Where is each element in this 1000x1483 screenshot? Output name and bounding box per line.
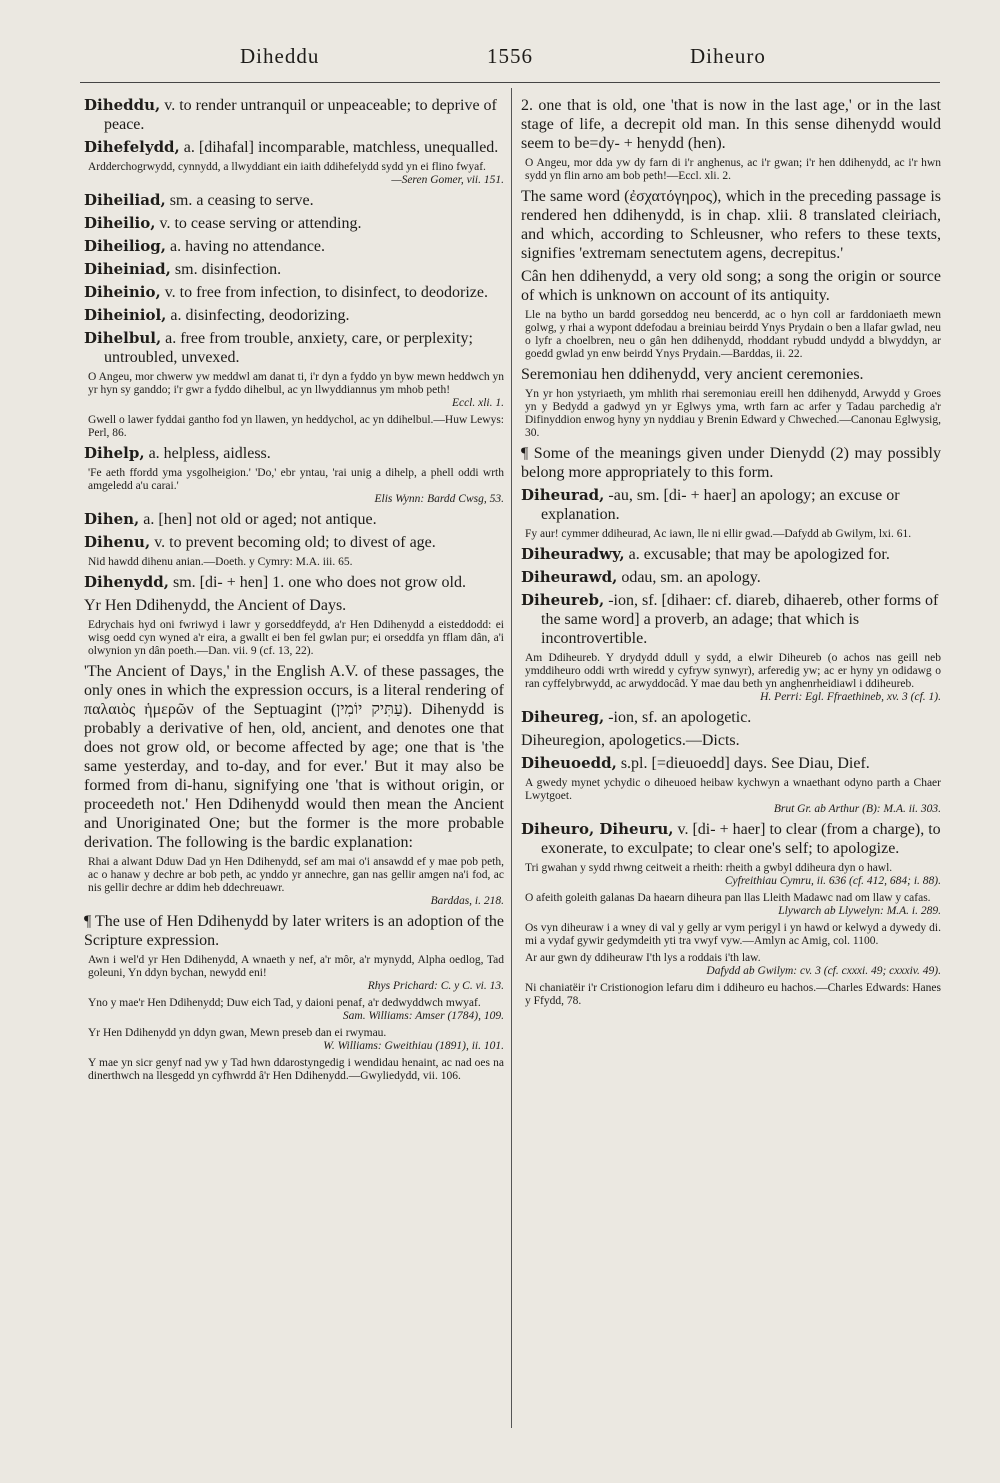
header-right-guide-word: Diheuro — [690, 44, 766, 68]
quote-text: Lle na bytho un bardd gorseddog neu bencerdd, ac o hyn coll ar farddoniaeth mewn golwg, y rhai a wypont ddefodau a breiniau beirdd Ynys Prydain o ben a llafar gwlad, neu o lyfr a choelbren, neu o gân hen ddihenydd, rhoddant rybudd undydd a blwyddyn, ar goedd gwlad yn enw beirdd Ynys Prydain.—Barddas, ii. 22. — [525, 309, 941, 360]
dictionary-entry — [84, 329, 504, 367]
quote-text: Gwell o lawer fyddai gantho fod yn llawen, yn heddychol, ac yn ddihelbul.—Huw Lewys: Perl, 86. — [88, 414, 504, 439]
quote-text: Fy aur! cymmer ddiheurad, Ac iawn, lle ni ellir gwad.—Dafydd ab Gwilym, lxi. 61. — [525, 528, 912, 540]
quote-text: O Angeu, mor chwerw yw meddwl am danat ti, i'r dyn a fyddo yn byw mewn heddwch yn yr hyn sy ganddo; i'r gwr a fyddo dihelbul, ac yn llwyddiannus ym mhob peth! — [88, 371, 504, 396]
quote-text: O Angeu, mor dda yw dy farn di i'r anghenus, ac i'r gwan; i'r hen ddihenydd, ac i'r hwn sydd yn flin arno am bob peth!—Eccl. xli. 2. — [525, 157, 941, 182]
dictionary-entry — [84, 306, 504, 325]
explanatory-paragraph: Seremoniau hen ddihenydd, very ancient ceremonies. — [521, 366, 864, 383]
quote-source: W. Williams: Gweithiau (1891), ii. 101. — [323, 1040, 504, 1052]
citation-quote — [521, 952, 941, 978]
citation-quote — [521, 777, 941, 816]
citation-quote — [521, 309, 941, 361]
citation-quote — [84, 161, 504, 187]
dictionary-entry — [521, 545, 941, 564]
definition: v. to prevent becoming old; to divest of age. — [150, 534, 436, 551]
definition: -au, sm. [di- + haer] an apology; an excuse or explanation. — [541, 487, 900, 523]
headword: Diheuradwy, — [521, 545, 625, 563]
quote-text: Awn i wel'd yr Hen Ddihenydd, A wnaeth y nef, a'r môr, a'r mynydd, Alpha oedlog, Tad goleuni, Yn ddyn bychan, newydd eni! — [88, 954, 504, 979]
definition: a. [hen] not old or aged; not antique. — [139, 511, 377, 528]
dictionary-entry — [84, 191, 504, 210]
header-left-guide-word: Diheddu — [240, 44, 320, 68]
citation-quote — [521, 892, 941, 918]
definition: a. excusable; that may be apologized for. — [624, 546, 890, 563]
citation-quote — [521, 652, 941, 704]
dictionary-entry — [84, 573, 504, 592]
headword: Diheureb, — [521, 591, 605, 609]
citation-quote — [521, 922, 941, 948]
citation-quote — [521, 528, 941, 541]
definition: sm. [di- + hen] 1. one who does not grow old. — [168, 574, 466, 591]
dictionary-entry — [84, 533, 504, 552]
headword: Diheddu, — [84, 96, 161, 114]
headword: Dihelbul, — [84, 329, 162, 347]
quote-source: Barddas, i. 218. — [430, 895, 504, 907]
explanatory-paragraph: ¶ Some of the meanings given under Dienydd (2) may possibly belong more appropriately to this form. — [521, 445, 941, 481]
definition: -ion, sf. [dihaer: cf. diareb, dihaereb, other forms of the same word] a proverb, an adage; that which is incontrovertible. — [541, 592, 939, 647]
headword: Dihen, — [84, 510, 140, 528]
citation-quote — [84, 619, 504, 658]
quote-text: Edrychais hyd oni fwriwyd i lawr y gorseddfeydd, a'r Hen Ddihenydd a eisteddodd: ei wisg oedd cyn wyned a'r eira, a gwallt ei ben fel gwlan pur; ei orseddfa yn fflam dân, a'i olwynion yn dân poeth.—Dan. vii. 9 (cf. 13, 22). — [88, 619, 504, 657]
dictionary-entry — [84, 260, 504, 279]
quote-source: Eccl. xli. 1. — [451, 397, 504, 409]
explanatory-paragraph: Yr Hen Ddihenydd, the Ancient of Days. — [84, 597, 347, 614]
quote-source: Rhys Prichard: C. y C. vi. 13. — [367, 980, 504, 992]
citation-quote — [84, 1057, 504, 1083]
quote-source: Cyfreithiau Cymru, ii. 636 (cf. 412, 684; i. 88). — [724, 875, 941, 887]
definition: s.pl. [=dieuoedd] days. See Diau, Dief. — [616, 755, 870, 772]
citation-quote — [84, 371, 504, 410]
header-rule — [80, 82, 940, 83]
quote-text: Ardderchogrwydd, cynnydd, a llwyddiant ein iaith ddihefelydd sydd yn ei flino fwyaf. — [88, 161, 486, 173]
headword: Diheureg, — [521, 708, 605, 726]
quote-text: Yn yr hon ystyriaeth, ym mhlith rhai seremoniau ereill hen ddihenydd, Arwydd y Groes yn y Bedydd a gadwyd yn yr Eglwys yma, wrth farn ac arfer y Tadau parchedig a'r Difinyddion enwog hyny yn nyddiau y Brenin Edward y Chweched.—Canonau Eglwysig, 30. — [525, 388, 941, 439]
definition: a. [dihafal] incomparable, matchless, unequalled. — [179, 139, 499, 156]
definition: a. free from trouble, anxiety, care, or perplexity; untroubled, unvexed. — [104, 330, 473, 366]
citation-quote — [521, 982, 941, 1008]
quote-source: Llywarch ab Llywelyn: M.A. i. 289. — [778, 905, 941, 917]
quote-text: Rhai a alwant Dduw Dad yn Hen Ddihenydd, sef am mai o'i ansawdd ef y mae pob peth, ac o hanaw y dechre ar bob peth, ac ynddo yr annechre, gan nas gellir amgen na'i fod, ac nis gellir dechre ar ddim heb ddechreuawr. — [88, 856, 504, 894]
definition: a. having no attendance. — [165, 238, 326, 255]
definition: v. [di- + haer] to clear (from a charge), to exonerate, to exculpate; to clear one's self; to apologize. — [541, 821, 941, 857]
quote-text: O afeith goleith galanas Da haearn diheura pan llas Lleith Madawc nad om llaw y cafas. — [525, 892, 931, 904]
dictionary-entry — [84, 283, 504, 302]
citation-quote — [521, 157, 941, 183]
dictionary-entry — [84, 96, 504, 134]
explanatory-paragraph: 'The Ancient of Days,' in the English A.V. of these passages, the only ones in which the expression occurs, is a literal rendering of παλαιὸς ἡμερῶν of the Septuagint (עַתִּיק יוֹמִין). Dihenydd is probably a derivative of hen, old, ancient, and denotes one that does not grow old, or become affected by age; one that is 'the same yesterday, and to-day, and for ever.' But it may also be formed from di-hanu, signifying one 'that is without origin, or proceedeth not.' Hen Ddihenydd would then mean the Ancient and Unoriginated One; but the former is the more probable derivation. The following is the bardic explanation: — [84, 663, 504, 851]
citation-quote — [84, 954, 504, 993]
headword: Diheiniol, — [84, 306, 167, 324]
explanatory-paragraph: Diheuregion, apologetics.—Dicts. — [521, 732, 740, 749]
explanatory-paragraph: The same word (ἐσχατόγηρος), which in the preceding passage is rendered hen ddihenydd, is in chap. xlii. 8 translated cleiriach, and which, according to Schleusner, who refers to these texts, signifies 'extremam senectutem agens, decrepitus.' — [521, 188, 941, 262]
quote-text: 'Fe aeth ffordd yma ysgolheigion.' 'Do,' ebr yntau, 'rai unig a dihelp, a phell oddi wrth amgeledd a'u carai.' — [88, 467, 504, 492]
definition: a. disinfecting, deodorizing. — [166, 307, 350, 324]
headword: Diheuro, Diheuru, — [521, 820, 674, 838]
headword: Diheurawd, — [521, 568, 618, 586]
definition: a. helpless, aidless. — [144, 445, 271, 462]
quote-source: Brut Gr. ab Arthur (B): M.A. ii. 303. — [773, 803, 941, 815]
definition: v. to cease serving or attending. — [155, 215, 362, 232]
quote-source: H. Perri: Egl. Ffraethineb, xv. 3 (cf. 1). — [760, 691, 941, 703]
definition: odau, sm. an apology. — [617, 569, 761, 586]
quote-text: Tri gwahan y sydd rhwng ceitweit a rheith: rheith a gwbyl ddiheura dyn o hawl. — [525, 862, 893, 874]
quote-source: Elis Wynn: Bardd Cwsg, 53. — [374, 493, 504, 505]
dictionary-entry — [521, 820, 941, 858]
definition: sm. disinfection. — [170, 261, 282, 278]
dictionary-entry — [84, 214, 504, 233]
citation-quote — [521, 862, 941, 888]
running-header — [80, 44, 940, 78]
dictionary-entry — [521, 591, 941, 648]
citation-quote — [84, 556, 504, 569]
definition: -ion, sf. an apologetic. — [604, 709, 752, 726]
quote-text: Ar aur gwn dy ddiheuraw I'th lys a roddais i'th law. — [525, 952, 761, 964]
quote-text: Yno y mae'r Hen Ddihenydd; Duw eich Tad, y daioni penaf, a'r dedwyddwch mwyaf. — [88, 997, 481, 1009]
citation-quote — [521, 388, 941, 440]
dictionary-entry — [521, 568, 941, 587]
dictionary-entry — [521, 708, 941, 727]
quote-text: Am Ddiheureb. Y drydydd ddull y sydd, a elwir Diheureb (o achos nas geill neb ymddiheuro oddi wrth wiredd y cyfryw synwyr), arferedig yw; ac er hyny yn odidawg o ran cyffelybrwydd, ac arwyddocâd. Y mae dau beth yn anghenrheidiawl i ddiheureb. — [525, 652, 941, 690]
explanatory-paragraph: Cân hen ddihenydd, a very old song; a song the origin or source of which is unknown on account of its antiquity. — [521, 268, 941, 304]
citation-quote — [84, 414, 504, 440]
explanatory-paragraph: 2. one that is old, one 'that is now in the last age,' or in the last stage of life, a decrepit old man. In this sense dihenydd would seem to be=dy- + henydd (hen). — [521, 97, 941, 152]
quote-text: Ni chaniatëir i'r Cristionogion lefaru dim i ddiheuro eu hachos.—Charles Edwards: Hanes y Ffydd, 78. — [525, 982, 941, 1007]
headword: Dihenu, — [84, 533, 151, 551]
headword: Diheuoedd, — [521, 754, 617, 772]
headword: Dihefelydd, — [84, 138, 180, 156]
page-number: 1556 — [487, 44, 533, 68]
quote-source: —Seren Gomer, vii. 151. — [391, 174, 504, 186]
dictionary-entry — [521, 486, 941, 524]
headword: Diheiliog, — [84, 237, 166, 255]
headword: Diheurad, — [521, 486, 605, 504]
headword: Diheinio, — [84, 283, 161, 301]
quote-source: Sam. Williams: Amser (1784), 109. — [342, 1010, 504, 1022]
headword: Dihenydd, — [84, 573, 169, 591]
headword: Diheiliad, — [84, 191, 166, 209]
dictionary-entry — [84, 237, 504, 256]
quote-text: Y mae yn sicr genyf nad yw y Tad hwn ddarostyngedig i wendidau henaint, ac nad oes na dinerthwch na llesgedd yn cyfhwrdd â'r Hen Ddihenydd.—Gwyliedydd, vii. 106. — [88, 1057, 504, 1082]
dictionary-entry — [84, 138, 504, 157]
headword: Diheilio, — [84, 214, 156, 232]
definition: sm. a ceasing to serve. — [165, 192, 314, 209]
headword: Dihelp, — [84, 444, 145, 462]
citation-quote — [84, 997, 504, 1023]
citation-quote — [84, 1027, 504, 1053]
left-column — [84, 96, 504, 1087]
dictionary-entry — [84, 510, 504, 529]
explanatory-paragraph: ¶ The use of Hen Ddihenydd by later writers is an adoption of the Scripture expression. — [84, 913, 504, 949]
definition: v. to free from infection, to disinfect, to deodorize. — [160, 284, 488, 301]
quote-text: A gwedy mynet ychydic o diheuoed heibaw kychwyn a wnaethant odyno parth a Chaer Lwytgoet. — [525, 777, 941, 802]
dictionary-entry — [521, 754, 941, 773]
dictionary-entry — [84, 444, 504, 463]
headword: Diheiniad, — [84, 260, 171, 278]
definition: v. to render untranquil or unpeaceable; to deprive of peace. — [104, 97, 497, 133]
quote-text: Os vyn diheuraw i a wney di val y gelly ar vym perigyl i yn hawd or kelwyd a dywedy di. mi a vydaf gywir gedymdeith yti tra vwyf vyw.—Amlyn ac Amig, col. 1100. — [525, 922, 941, 947]
column-divider — [511, 88, 512, 1428]
citation-quote — [84, 856, 504, 908]
quote-source: Dafydd ab Gwilym: cv. 3 (cf. cxxxi. 49; cxxxiv. 49). — [706, 965, 941, 977]
quote-text: Nid hawdd dihenu anian.—Doeth. y Cymry: M.A. iii. 65. — [88, 556, 353, 568]
citation-quote — [84, 467, 504, 506]
right-column — [521, 96, 941, 1012]
quote-text: Yr Hen Ddihenydd yn ddyn gwan, Mewn preseb dan ei rwymau. — [88, 1027, 387, 1039]
